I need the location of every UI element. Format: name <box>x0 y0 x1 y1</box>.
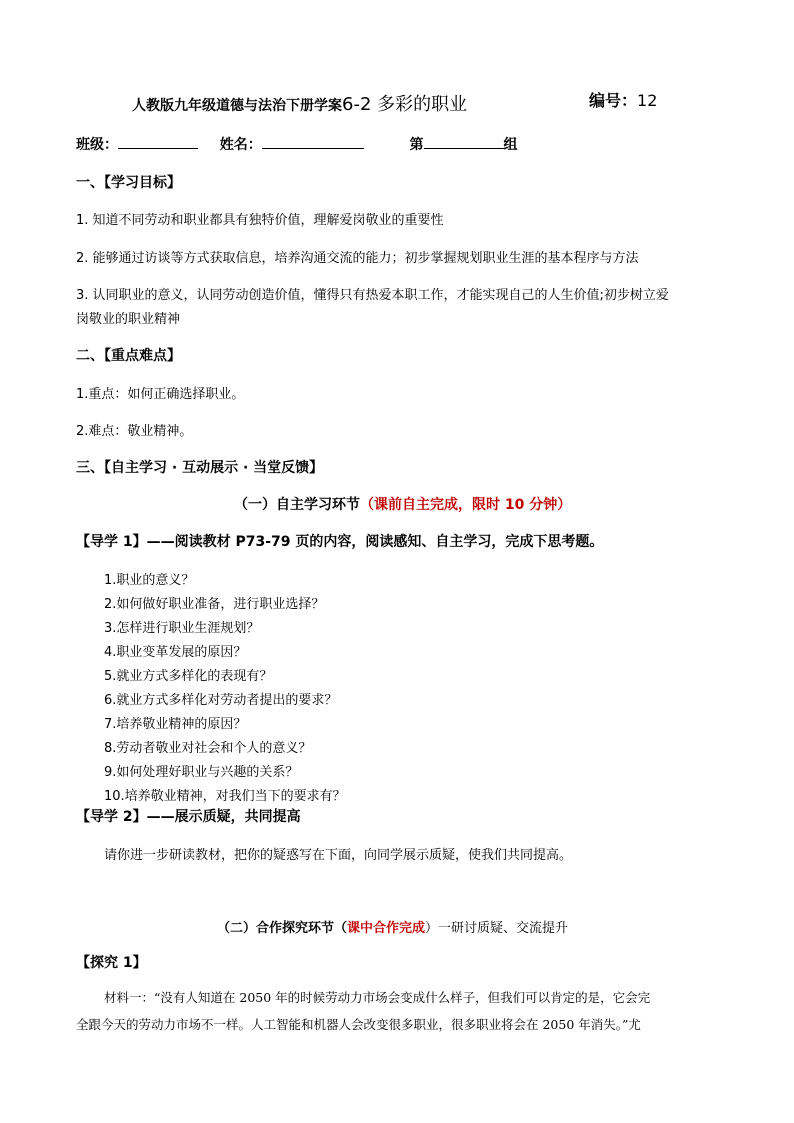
name-label: 姓名： <box>219 137 262 153</box>
student-info-row <box>76 134 518 154</box>
question-8: 8.劳动者敬业对社会和个人的意义？ <box>104 741 312 756</box>
part2-title <box>217 917 568 936</box>
objective-item-3: 3. 认同职业的意义，认同劳动创造价值，懂得只有热爱本职工作，才能实现自己的人生价值;初步树立爱 <box>76 288 669 303</box>
objective-item-3-cont: 岗敬业的职业精神 <box>76 312 181 327</box>
group-blank[interactable] <box>424 134 504 149</box>
group-suffix: 组 <box>503 137 518 153</box>
guide-2: 【导学 2】——展示质疑，共同提高 <box>76 809 301 825</box>
part1-title-text: （一）自主学习环节 <box>234 497 360 513</box>
document-title <box>132 90 467 116</box>
focus-point: 1.重点：如何正确选择职业。 <box>76 387 245 402</box>
explore-1: 【探究 1】 <box>76 955 147 971</box>
material-line-2: 全跟今天的劳动力市场不一样。人工智能和机器人会改变很多职业，很多职业将会在 2050 年消失。”尤 <box>76 1017 641 1032</box>
question-7: 7.培养敬业精神的原因？ <box>104 717 247 732</box>
material-line-1: 材料一：“没有人知道在 2050 年的时候劳动力市场会变成什么样子，但我们可以肯定的是，它会完 <box>104 990 651 1005</box>
objectives-heading: 一、【学习目标】 <box>76 175 181 191</box>
self-study-heading: 三、【自主学习 · 互动展示 · 当堂反馈】 <box>76 460 324 476</box>
difficulty-point: 2.难点：敬业精神。 <box>76 424 193 439</box>
question-1: 1.职业的意义？ <box>104 573 195 588</box>
question-3: 3.怎样进行职业生涯规划？ <box>104 621 260 636</box>
part1-title <box>234 494 571 514</box>
title-main: 6-2 多彩的职业 <box>342 94 468 115</box>
class-label: 班级： <box>76 137 118 153</box>
question-9: 9.如何处理好职业与兴趣的关系？ <box>104 765 299 780</box>
guide-1: 【导学 1】——阅读教材 P73-79 页的内容，阅读感知、自主学习，完成下思考题。 <box>76 534 604 550</box>
question-6: 6.就业方式多样化对劳动者提出的要求？ <box>104 693 338 708</box>
key-points-heading: 二、【重点难点】 <box>76 348 181 364</box>
objective-item-1: 1. 知道不同劳动和职业都具有独特价值，理解爱岗敬业的重要性 <box>76 213 444 228</box>
part1-note: （课前自主完成，限时 10 分钟） <box>360 497 572 513</box>
part2-title-red: 课中合作完成 <box>347 921 426 936</box>
guide-2-text: 请你进一步研读教材，把你的疑惑写在下面，向同学展示质疑，使我们共同提高。 <box>104 848 573 863</box>
question-4: 4.职业变革发展的原因？ <box>104 645 247 660</box>
question-5: 5.就业方式多样化的表现有？ <box>104 669 273 684</box>
group-prefix: 第 <box>409 137 424 153</box>
name-blank[interactable] <box>262 134 364 149</box>
code-value: 12 <box>637 91 658 110</box>
code-label: 编号： <box>589 91 638 110</box>
question-2: 2.如何做好职业准备，进行职业选择？ <box>104 597 325 612</box>
part2-title-end: ）一研讨质疑、交流提升 <box>425 921 569 936</box>
title-prefix: 人教版九年级道德与法治下册学案 <box>132 98 342 114</box>
question-10: 10.培养敬业精神，对我们当下的要求有？ <box>104 789 346 804</box>
objective-item-2: 2. 能够通过访谈等方式获取信息，培养沟通交流的能力；初步掌握规划职业生涯的基本程序与方法 <box>76 251 639 266</box>
part2-title-start: （二）合作探究环节（ <box>217 921 348 936</box>
class-blank[interactable] <box>118 134 198 149</box>
document-code <box>589 88 657 111</box>
